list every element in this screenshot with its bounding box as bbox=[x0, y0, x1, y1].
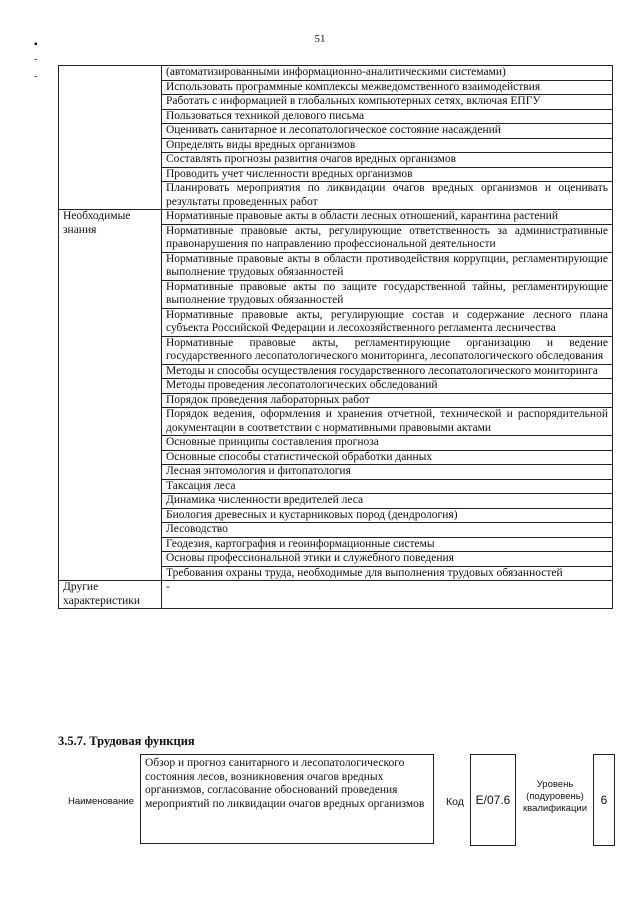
item-cell: Нормативные правовые акты в области лесных отношений, карантина растений bbox=[162, 210, 613, 225]
item-cell: Динамика численности вредителей леса bbox=[162, 494, 613, 509]
margin-mark: - bbox=[34, 54, 38, 65]
item-cell: Лесная энтомология и фитопатология bbox=[162, 465, 613, 480]
item-cell: Пользоваться техникой делового письма bbox=[162, 109, 613, 124]
item-cell: Работать с информацией в глобальных компьютерных сетях, включая ЕПГУ bbox=[162, 95, 613, 110]
knowledge-skills-table bbox=[58, 65, 613, 609]
table-row bbox=[59, 66, 613, 81]
name-value: Обзор и прогноз санитарного и лесопатологического состояния лесов, возникновения очагов вредных организмов, согласование обоснований проведения мероприятий по ликвидации очагов вредных организмов bbox=[140, 754, 434, 844]
item-cell: Определять виды вредных организмов bbox=[162, 138, 613, 153]
item-cell: Нормативные правовые акты, регламентирующие организацию и ведение государственного лесопатологического мониторинга, лесопатологического обследования bbox=[162, 336, 613, 364]
item-cell: - bbox=[162, 581, 613, 609]
category-cell bbox=[59, 66, 162, 210]
labor-function-row bbox=[58, 754, 613, 846]
item-cell: Нормативные правовые акты, регулирующие ответственность за административные правонарушения по направлению профессиональной деятельности bbox=[162, 224, 613, 252]
item-cell: Порядок ведения, оформления и хранения отчетной, технической и распорядительной документации в соответствии с нормативными правовыми актами bbox=[162, 408, 613, 436]
item-cell: Геодезия, картография и геоинформационные системы bbox=[162, 537, 613, 552]
item-cell: Нормативные правовые акты по защите государственной тайны, регламентирующие выполнение трудовых обязанностей bbox=[162, 280, 613, 308]
item-cell: Использовать программные комплексы межведомственного взаимодействия bbox=[162, 80, 613, 95]
item-cell: Методы проведения лесопатологических обследований bbox=[162, 379, 613, 394]
code-value: E/07.6 bbox=[470, 754, 516, 846]
item-cell: Таксация леса bbox=[162, 479, 613, 494]
margin-mark: - bbox=[34, 71, 38, 82]
item-cell: Оценивать санитарное и лесопатологическое состояние насаждений bbox=[162, 124, 613, 139]
item-cell: Составлять прогнозы развития очагов вредных организмов bbox=[162, 153, 613, 168]
item-cell: Основные способы статистической обработки данных bbox=[162, 450, 613, 465]
name-label: Наименование bbox=[68, 796, 134, 807]
item-cell: Основы профессиональной этики и служебного поведения bbox=[162, 552, 613, 567]
code-label: Код bbox=[446, 796, 464, 808]
category-cell: Другие характеристики bbox=[59, 581, 162, 609]
item-cell: Планировать мероприятия по ликвидации очагов вредных организмов и оценивать результаты проведенных работ bbox=[162, 182, 613, 210]
section-heading: 3.5.7. Трудовая функция bbox=[58, 734, 195, 748]
margin-mark: ▪ bbox=[34, 39, 38, 50]
item-cell: Порядок проведения лабораторных работ bbox=[162, 393, 613, 408]
item-cell: Основные принципы составления прогноза bbox=[162, 436, 613, 451]
category-cell: Необходимые знания bbox=[59, 210, 162, 581]
item-cell: Требования охраны труда, необходимые для выполнения трудовых обязанностей bbox=[162, 566, 613, 581]
level-label: Уровень (подуровень) квалификации bbox=[522, 779, 588, 814]
item-cell: Нормативные правовые акты в области противодействия коррупции, регламентирующие выполнение трудовых обязанностей bbox=[162, 252, 613, 280]
page-number: 51 bbox=[314, 33, 326, 45]
item-cell: Нормативные правовые акты, регулирующие состав и содержание лесного плана субъекта Российской Федерации и лесохозяйственного регламента лесничества bbox=[162, 308, 613, 336]
item-cell: Проводить учет численности вредных организмов bbox=[162, 167, 613, 182]
item-cell: (автоматизированными информационно-аналитическими системами) bbox=[162, 66, 613, 81]
level-value: 6 bbox=[593, 754, 615, 846]
item-cell: Лесоводство bbox=[162, 523, 613, 538]
table-row bbox=[59, 210, 613, 225]
item-cell: Методы и способы осуществления государственного лесопатологического мониторинга bbox=[162, 364, 613, 379]
item-cell: Биология древесных и кустарниковых пород (дендрология) bbox=[162, 508, 613, 523]
table-body bbox=[59, 66, 613, 609]
table-row bbox=[59, 581, 613, 609]
